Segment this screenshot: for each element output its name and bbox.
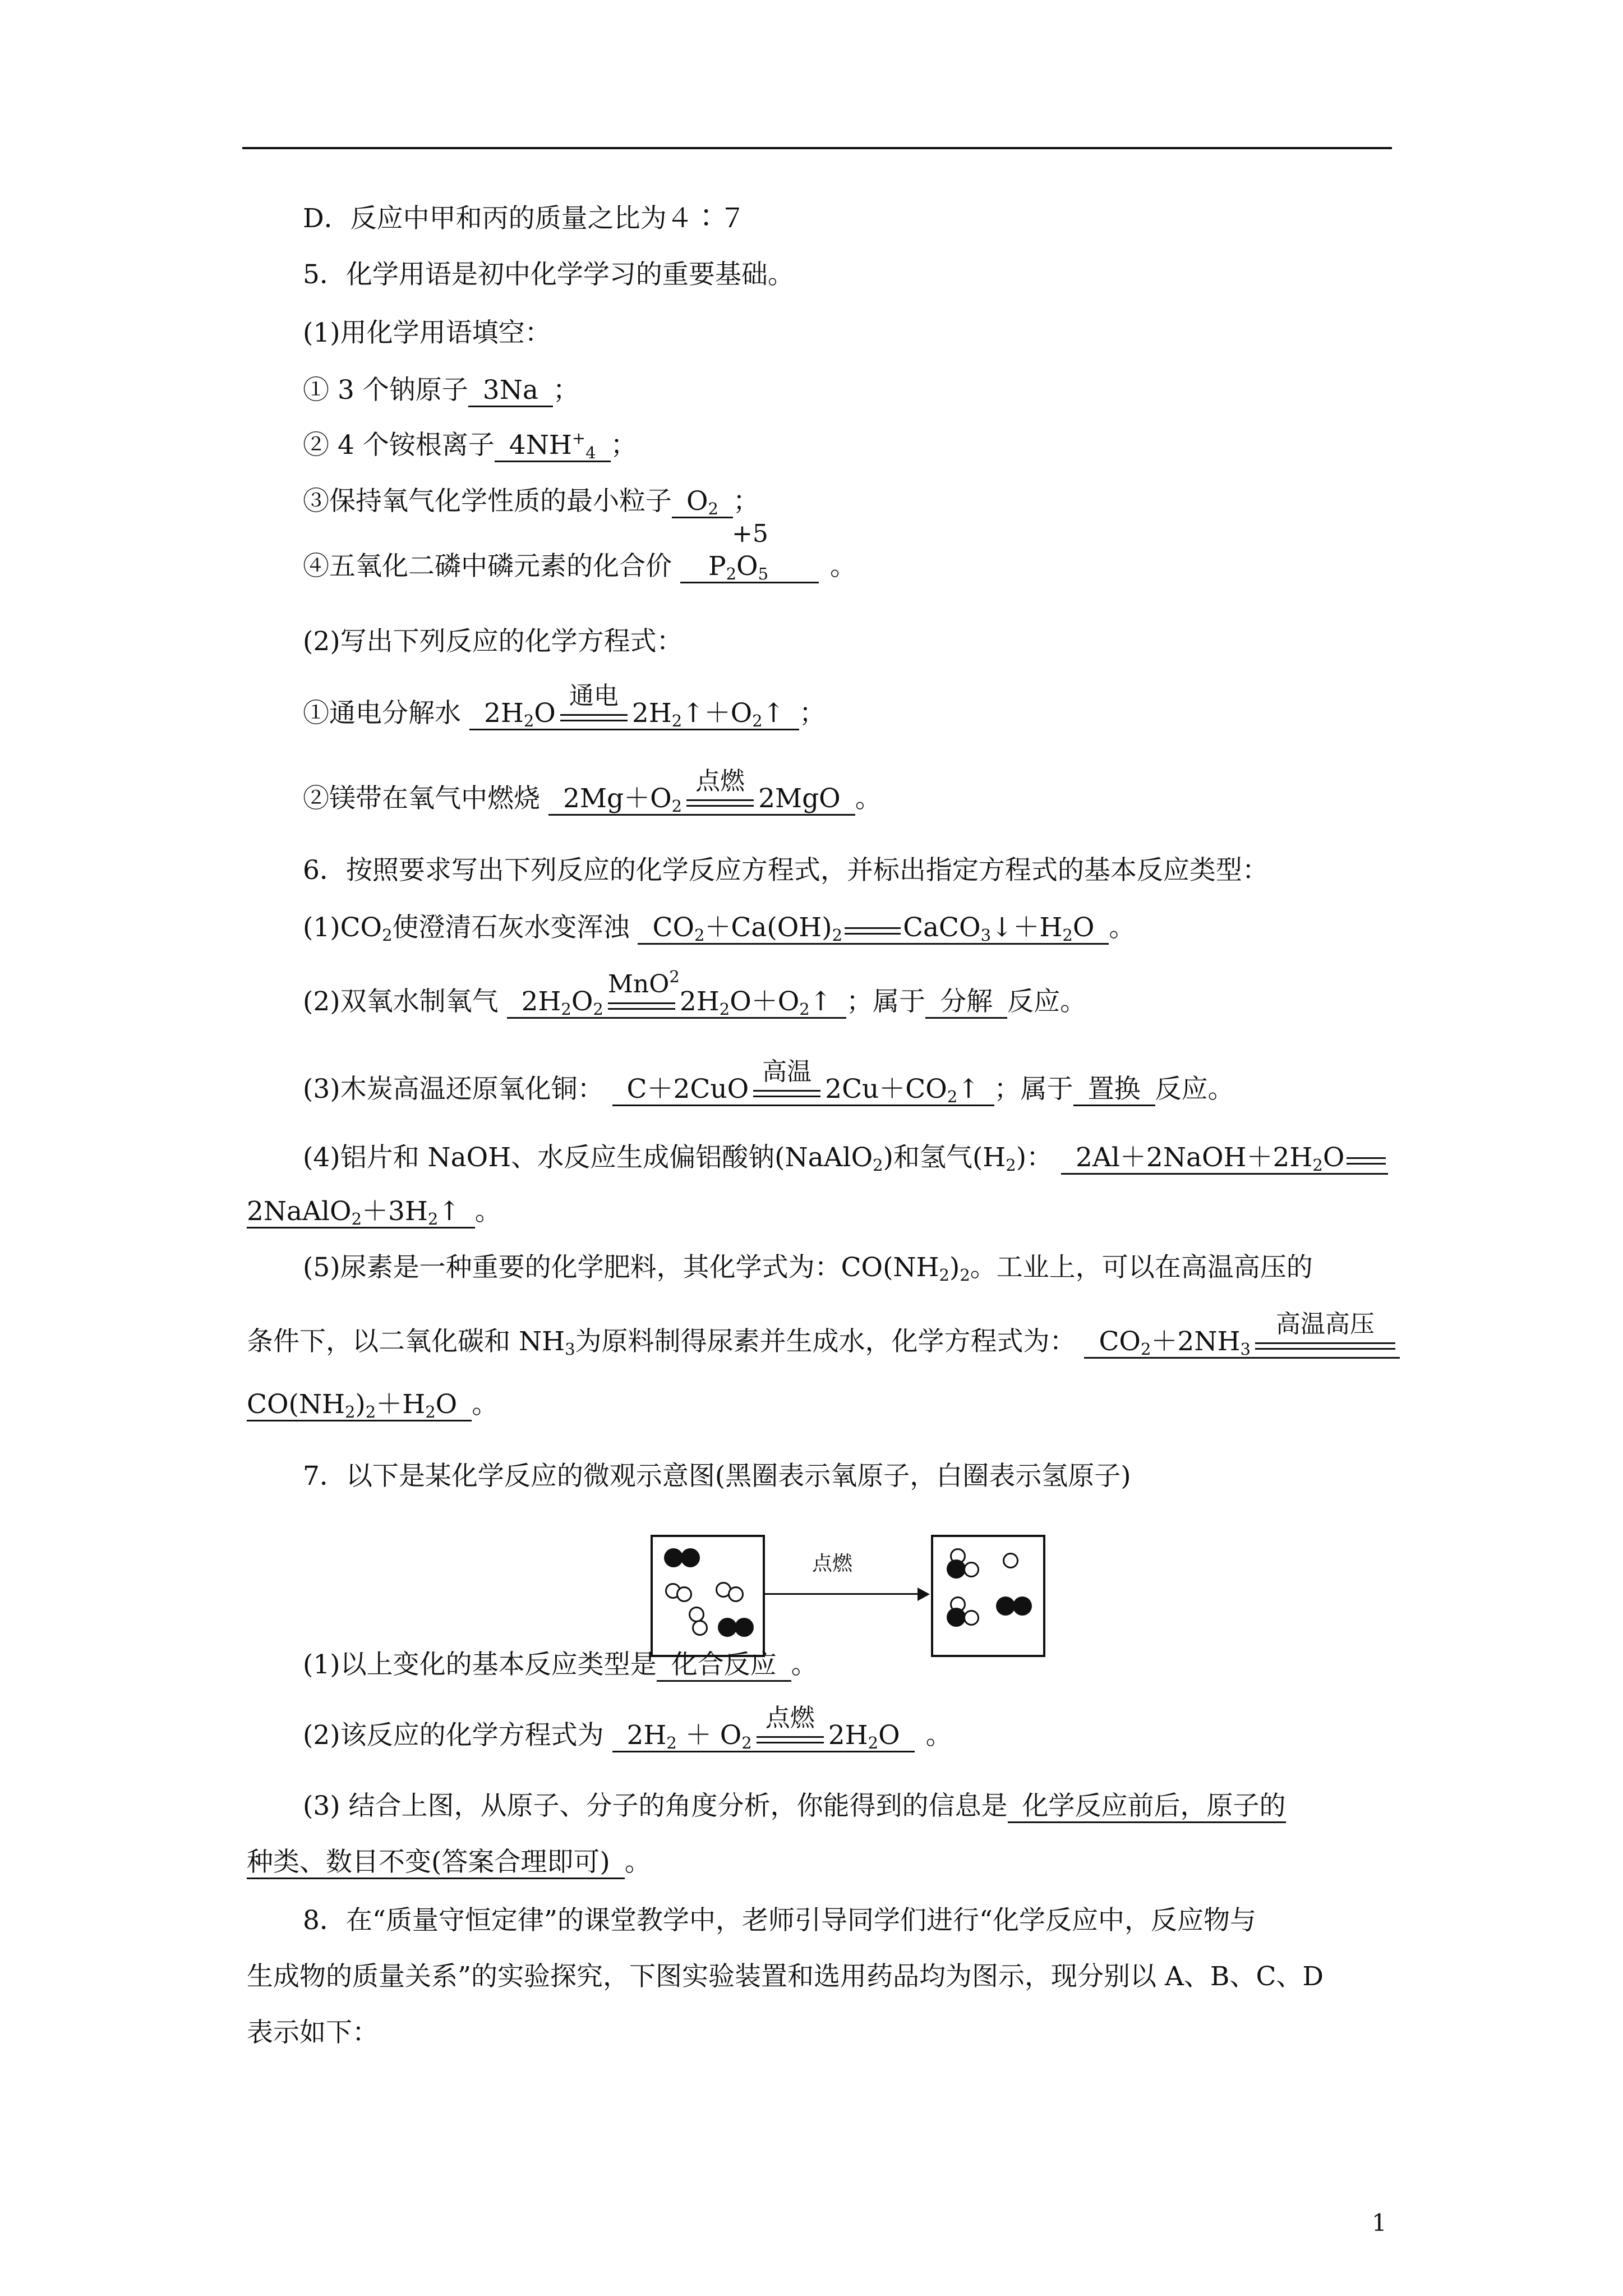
arrow-head	[917, 1588, 930, 1601]
oxygen-atom	[996, 1596, 1015, 1616]
q6-item4-line2: $2NaAlO_2+3H_2↑$ 。	[247, 1196, 501, 1228]
equation-co2-limewater: $CO_2+Ca(OH)_2$ $CaCO_3↓+H_2O$	[638, 914, 1109, 945]
q6-item5-line2: 条件下，以二氧化碳和 $NH_3$为原料制得尿素并生成水，化学方程式为： $CO_2+2NH_3$ 高温高压	[247, 1328, 1400, 1359]
q4-option-d: D．反应中甲和丙的质量之比为４∶７	[303, 203, 746, 234]
answer-combination: 化合反应	[657, 1651, 791, 1682]
q5-item4: ④五氧化二磷中磷元素的化合价 +5 $P_2O_5$ 。	[303, 519, 857, 583]
answer-decomposition: 分解	[925, 988, 1007, 1019]
answer-displacement: 置换	[1073, 1076, 1155, 1106]
q6-item2: (2)双氧水制氧气 $2H_2O_2$ MnO$^2$ $2H_2O+O_2↑$ ；属于 分解 反应。	[303, 967, 1087, 1019]
answer-atom-info-part1: 化学反应前后，原子的	[1008, 1793, 1286, 1823]
q6-item1: $(1)CO_2$使澄清石灰水变浑浊 $CO_2+Ca(OH)_2$ $CaCO_3↓+H_2O$ 。	[303, 912, 1136, 945]
oxygen-atom	[947, 1559, 966, 1579]
reaction-arrow	[764, 1593, 922, 1595]
equation-al-naoh-part2: $2NaAlO_2+3H_2↑$	[247, 1198, 475, 1228]
oxygen-atom	[718, 1618, 737, 1637]
q8-line3: 表示如下：	[247, 2017, 379, 2048]
q6-item5-line1: (5)尿素是一种重要的化学肥料，其化学式为：$CO(NH_2)_2$。工业上，可以在高温高压的	[303, 1252, 1313, 1285]
hydrogen-atom	[963, 1610, 979, 1626]
answer-3na: 3Na	[468, 377, 553, 407]
q7-item2: (2)该反应的化学方程式为 $2H_2 + O_2$ 点燃 $2H_2O$ 。	[303, 1703, 952, 1752]
q7-item3-line1: (3) 结合上图，从原子、分子的角度分析，你能得到的信息是 化学反应前后，原子的	[303, 1793, 1286, 1823]
q5-eq1: ①通电分解水 $2H_2O$ 通电 $2H_2↑+O_2↑$ ；	[303, 681, 826, 730]
equation-mg-burning: $2Mg+O_2$ 点燃 2MgO	[548, 785, 855, 816]
q5-stem: 5．化学用语是初中化学学习的重要基础。	[303, 259, 794, 290]
answer-p2o5: +5 $P_2O_5$	[680, 553, 819, 583]
q8-line2: 生成物的质量关系”的实验探究，下图实验装置和选用药品均为图示，现分别以 A、B、C、D	[247, 1961, 1324, 1992]
q5-part1: (1)用化学用语填空：	[303, 318, 551, 348]
equation-h2-o2: $2H_2 + O_2$ 点燃 $2H_2O$	[612, 1722, 915, 1752]
hydrogen-atom	[1003, 1553, 1018, 1568]
oxygen-atom	[947, 1608, 966, 1627]
equation-water-electrolysis: $2H_2O$ 通电 $2H_2↑+O_2↑$	[469, 700, 799, 730]
hydrogen-atom	[692, 1620, 708, 1636]
oxygen-atom	[664, 1548, 683, 1567]
q5-item2: ② 4 个铵根离子 $4NH^+_4$ ；	[303, 429, 637, 462]
answer-atom-info-part2: 种类、数目不变(答案合理即可)	[247, 1849, 625, 1879]
oxygen-atom	[681, 1548, 700, 1567]
header-rule	[242, 147, 1392, 149]
arrow-condition: 点燃	[812, 1552, 853, 1575]
q7-item3-line2: 种类、数目不变(答案合理即可) 。	[247, 1849, 651, 1879]
equation-urea-part2: $CO(NH_2)_2+H_2O$	[247, 1391, 472, 1421]
reactants-box	[651, 1535, 765, 1657]
equation-h2o2: $2H_2O_2$ MnO$^2$ $2H_2O+O_2↑$	[507, 988, 847, 1019]
oxygen-atom	[1013, 1596, 1032, 1616]
products-box	[931, 1535, 1045, 1657]
q5-item3: ③保持氧气化学性质的最小粒子 $O_2$ ；	[303, 486, 759, 518]
q5-part2: (2)写出下列反应的化学方程式：	[303, 626, 683, 657]
hydrogen-atom	[728, 1586, 744, 1602]
answer-o2: $O_2$	[672, 488, 733, 518]
answer-4nh4: $4NH^+_4$	[495, 432, 611, 462]
equation-al-naoh-part1: $2Al+2NaOH+2H_2O$	[1061, 1144, 1388, 1175]
page-number: 1	[1372, 2209, 1387, 2237]
equation-urea-part1: $CO_2+2NH_3$ 高温高压	[1084, 1328, 1399, 1359]
q6-item5-line3: $CO(NH_2)_2+H_2O$ 。	[247, 1389, 499, 1421]
q6-stem: 6．按照要求写出下列反应的化学反应方程式，并标出指定方程式的基本反应类型：	[303, 855, 1269, 886]
q6-item4-line1: (4)铝片和 NaOH、水反应生成偏铝酸钠(NaAlO$_2$)和氢气$(H_2)$： $2Al+2NaOH+2H_2O$	[303, 1144, 1388, 1175]
equation-carbon-cuo: C＋2CuO 高温 $2Cu+CO_2↑$	[612, 1076, 994, 1106]
hydrogen-atom	[963, 1562, 979, 1577]
q7-stem: 7．以下是某化学反应的微观示意图(黑圈表示氧原子，白圈表示氢原子)	[303, 1461, 1131, 1492]
q5-item1: ① 3 个钠原子 3Na ；	[303, 377, 579, 407]
q8-line1: 8．在“质量守恒定律”的课堂教学中，老师引导同学们进行“化学反应中，反应物与	[303, 1905, 1256, 1936]
hydrogen-atom	[676, 1586, 692, 1602]
oxygen-atom	[735, 1618, 754, 1637]
q6-item3: (3)木炭高温还原氧化铜： C＋2CuO 高温 $2Cu+CO_2↑$ ；属于 置换 反应。	[303, 1057, 1234, 1106]
q7-item1: (1)以上变化的基本反应类型是 化合反应 。	[303, 1651, 818, 1682]
q5-eq2: ②镁带在氧气中燃烧 $2Mg+O_2$ 点燃 2MgO 。	[303, 766, 882, 816]
